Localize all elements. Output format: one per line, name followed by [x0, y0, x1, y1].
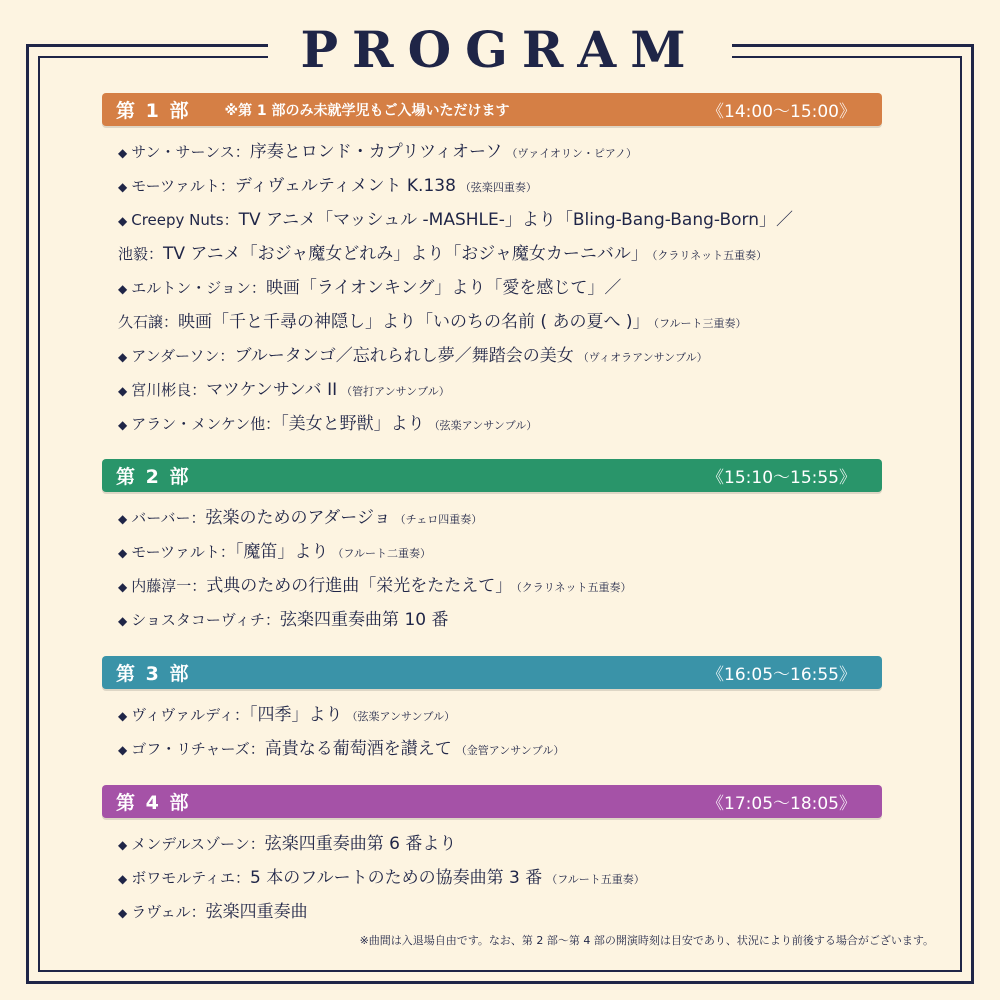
diamond-bullet-icon: ◆ — [118, 872, 128, 886]
part-2-header — [102, 459, 882, 492]
part-1-section — [102, 93, 882, 441]
diamond-bullet-icon: ◆ — [118, 743, 128, 757]
diamond-bullet-icon: ◆ — [118, 580, 128, 594]
part-4-header — [102, 785, 882, 818]
program-item: ◆ アラン・メンケン他：「美女と野獣」より （弦楽アンサンブル） — [118, 414, 538, 434]
part-3-section — [102, 656, 882, 766]
program-item: ◆ アンダーソン：ブルータンゴ／忘れられし夢／舞踏会の美女 （ヴィオラアンサンブル） — [118, 346, 708, 366]
diamond-bullet-icon: ◆ — [118, 418, 128, 432]
diamond-bullet-icon: ◆ — [118, 906, 128, 920]
part-3-time: 《16:05〜16:55》 — [707, 665, 856, 685]
diamond-bullet-icon: ◆ — [118, 546, 128, 560]
part-2-time: 《15:10〜15:55》 — [707, 468, 856, 488]
program-item: ◆ ヴィヴァルディ：「四季」より （弦楽アンサンブル） — [118, 705, 456, 725]
diamond-bullet-icon: ◆ — [118, 838, 128, 852]
part-2-label: 第 2 部 — [116, 466, 191, 488]
program-item-continuation: 久石譲：映画「千と千尋の神隠し」より「いのちの名前 ( あの夏へ )」 （フルート三重奏） — [118, 312, 747, 332]
part-3-header — [102, 656, 882, 689]
diamond-bullet-icon: ◆ — [118, 282, 128, 296]
part-1-label: 第 1 部 — [116, 100, 191, 122]
part-4-label: 第 4 部 — [116, 792, 191, 814]
part-1-header — [102, 93, 882, 126]
diamond-bullet-icon: ◆ — [118, 512, 128, 526]
diamond-bullet-icon: ◆ — [118, 384, 128, 398]
program-item: ◆ ショスタコーヴィチ：弦楽四重奏曲第 10 番 — [118, 610, 449, 630]
part-3-list — [118, 698, 882, 766]
part-4-list — [118, 827, 882, 929]
part-2-list — [118, 501, 882, 637]
program-item: ◆ 内藤淳一：式典のための行進曲「栄光をたたえて」 （クラリネット五重奏） — [118, 576, 632, 596]
program-item: ◆ メンデルスゾーン：弦楽四重奏曲第 6 番より — [118, 834, 457, 854]
program-item: ◆ ラヴェル：弦楽四重奏曲 — [118, 902, 308, 922]
part-4-section — [102, 785, 882, 929]
diamond-bullet-icon: ◆ — [118, 350, 128, 364]
program-item: ◆ サン・サーンス：序奏とロンド・カプリツィオーソ （ヴァイオリン・ピアノ） — [118, 142, 638, 162]
program-item-continuation: 池毅：TV アニメ「おジャ魔女どれみ」より「おジャ魔女カーニバル」 （クラリネット五重奏） — [118, 244, 768, 264]
program-item: ◆ ボワモルティエ：5 本のフルートのための協奏曲第 3 番 （フルート五重奏） — [118, 868, 645, 888]
diamond-bullet-icon: ◆ — [118, 146, 128, 160]
part-1-list — [118, 135, 882, 441]
diamond-bullet-icon: ◆ — [118, 709, 128, 723]
diamond-bullet-icon: ◆ — [118, 614, 128, 628]
part-4-time: 《17:05〜18:05》 — [707, 794, 856, 814]
program-item: ◆ モーツァルト：ディヴェルティメント K.138 （弦楽四重奏） — [118, 176, 537, 196]
program-item: ◆ ゴフ・リチャーズ：高貴なる葡萄酒を讃えて （金管アンサンブル） — [118, 739, 565, 759]
part-1-time: 《14:00〜15:00》 — [707, 102, 856, 122]
diamond-bullet-icon: ◆ — [118, 180, 128, 194]
program-item: ◆ エルトン・ジョン：映画「ライオンキング」より「愛を感じて」／ — [118, 278, 622, 298]
diamond-bullet-icon: ◆ — [118, 214, 128, 228]
page-title: PROGRAM — [300, 20, 700, 79]
program-item: ◆ バーバー：弦楽のためのアダージョ （チェロ四重奏） — [118, 508, 483, 528]
program-item: ◆ Creepy Nuts：TV アニメ「マッシュル -MASHLE-」より「Bling-Bang-Bang-Born」／ — [118, 210, 793, 230]
part-3-label: 第 3 部 — [116, 663, 191, 685]
footnote: ※曲間は入退場自由です。なお、第 2 部〜第 4 部の開演時刻は目安であり、状況により前後する場合がございます。 — [359, 934, 934, 947]
part-1-note: ※第 1 部のみ未就学児もご入場いただけます — [224, 102, 510, 119]
part-2-section — [102, 459, 882, 637]
program-item: ◆ 宮川彬良：マツケンサンバ II （管打アンサンブル） — [118, 380, 450, 400]
program-item: ◆ モーツァルト：「魔笛」より （フルート二重奏） — [118, 542, 431, 562]
